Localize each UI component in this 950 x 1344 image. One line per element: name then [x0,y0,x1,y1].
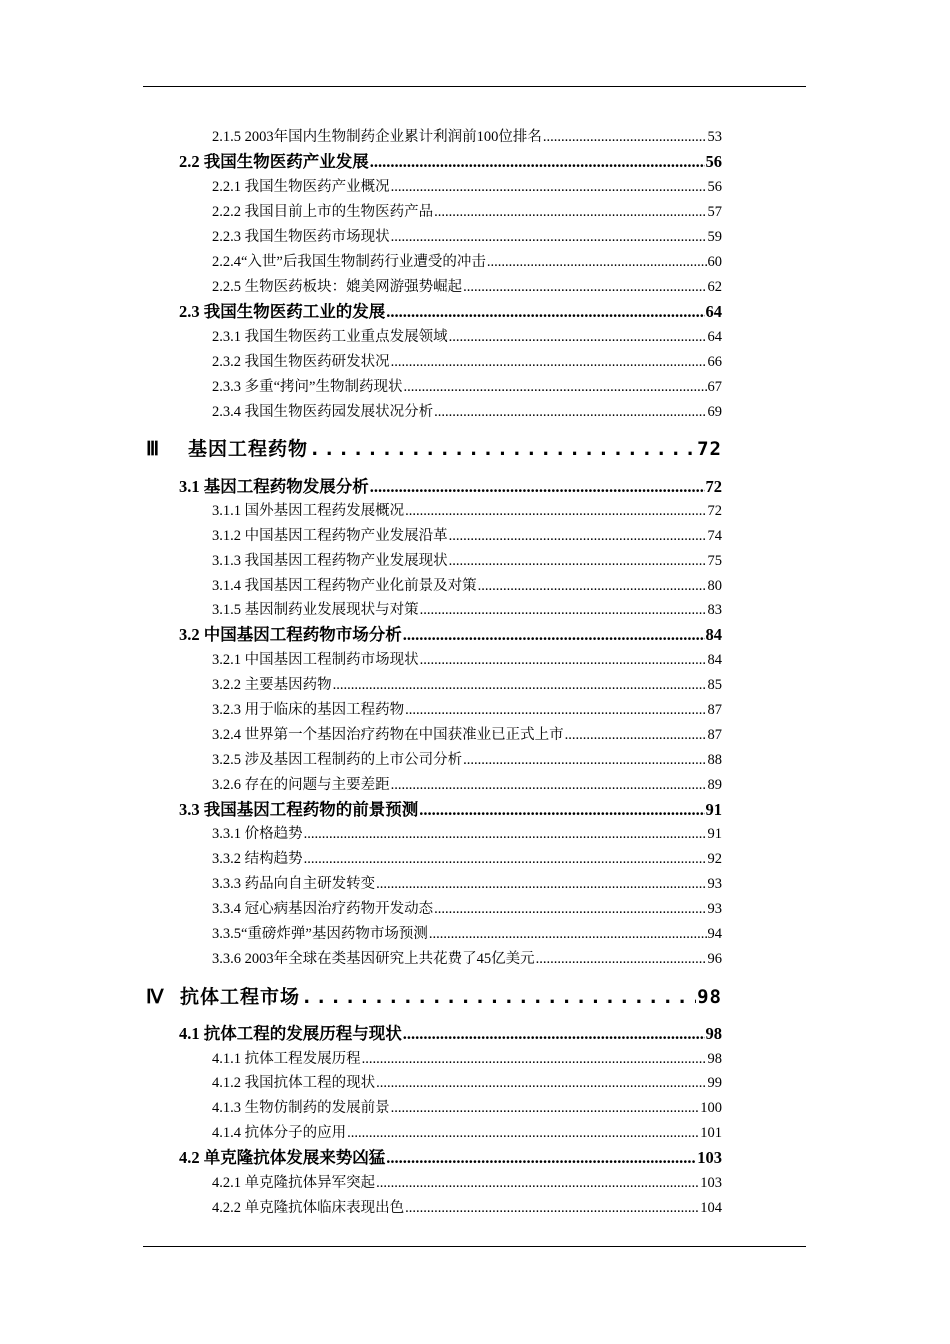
toc-entry-label: 2.3.3 多重“拷问”生物制药现状 [212,379,403,395]
toc-entry-2-3-1[interactable] [212,327,722,347]
toc-entry-label: 2.3.2 我国生物医药研发状况 [212,354,390,370]
toc-entry-label: 3.2 中国基因工程药物市场分析 [179,625,402,644]
toc-leader-dots [304,849,707,869]
toc-leader-dots [434,899,706,919]
toc-page-number: 75 [707,553,722,569]
toc-entry-label: 3.2.3 用于临床的基因工程药物 [212,702,405,718]
toc-entry-label: 4.2.2 单克隆抗体临床表现出色 [212,1200,405,1216]
toc-page-number: 69 [707,404,722,420]
toc-page-number: 101 [700,1125,722,1141]
toc-entry-label: 基因工程药物 [188,438,309,460]
toc-leader-dots [376,1173,699,1193]
toc-page-number: 93 [707,876,722,892]
toc-page-number: 72 [705,477,722,496]
toc-entry-label: 3.1.5 基因制药业发展现状与对策 [212,602,419,618]
toc-leader-dots [347,1123,699,1143]
toc-chapter-3[interactable] [146,436,722,462]
toc-entry-label: 3.3.6 2003年全球在类基因研究上共花费了45亿美元 [212,951,535,967]
toc-leader-dots [543,127,707,147]
toc-entry-2-3-4[interactable] [212,402,722,422]
toc-entry-label: 3.1.4 我国基因工程药物产业化前景及对策 [212,578,477,594]
toc-leader-dots [420,600,707,620]
toc-leader-dots [391,1098,700,1118]
toc-leader-dots [463,750,706,770]
toc-page-number: 84 [705,625,722,644]
toc-entry-2-1-5[interactable] [212,127,722,147]
toc-entry-3-2-2[interactable] [212,675,722,695]
toc-leader-dots [370,476,705,498]
toc-entry-4-1-3[interactable] [212,1098,722,1118]
toc-entry-4-2[interactable] [179,1147,722,1169]
toc-chapter-4[interactable] [146,984,722,1010]
toc-entry-3-1-1[interactable] [212,501,722,521]
toc-page-number: 60 [707,254,722,270]
toc-entry-label: 3.3.3 药品向自主研发转变 [212,876,376,892]
toc-page-number: 85 [707,677,722,693]
toc-entry-label: 4.1.1 抗体工程发展历程 [212,1051,361,1067]
toc-entry-3-3-3[interactable] [212,874,722,894]
toc-leader-dots [434,202,706,222]
toc-page-number: 100 [700,1100,722,1116]
footer-rule [143,1246,806,1247]
toc-page-number: 59 [707,229,722,245]
toc-entry-2-3-2[interactable] [212,352,722,372]
toc-entry-3-1-4[interactable] [212,576,722,596]
toc-entry-3-3-2[interactable] [212,849,722,869]
toc-leader-dots [304,824,707,844]
toc-leader-dots [309,436,696,462]
toc-entry-label: 4.2.1 单克隆抗体异军突起 [212,1175,376,1191]
toc-entry-2-2-2[interactable] [212,202,722,222]
toc-entry-3-1-5[interactable] [212,600,722,620]
toc-entry-2-2-1[interactable] [212,177,722,197]
toc-entry-3-2-6[interactable] [212,775,722,795]
toc-entry-label: 3.2.4 世界第一个基因治疗药物在中国获准业已正式上市 [212,727,564,743]
toc-entry-label: 3.1 基因工程药物发展分析 [179,477,369,496]
toc-leader-dots [386,1147,696,1169]
toc-entry-3-3[interactable] [179,799,722,821]
toc-page-number: 103 [700,1175,722,1191]
toc-leader-dots [449,551,707,571]
toc-entry-label: 2.3.4 我国生物医药园发展状况分析 [212,404,434,420]
toc-entry-2-3-3[interactable] [212,377,722,397]
toc-page-number: 87 [707,727,722,743]
toc-page-number: 98 [707,1051,722,1067]
toc-leader-dots [362,1049,707,1069]
toc-leader-dots [478,576,707,596]
toc-page-number: 94 [707,926,722,942]
toc-entry-label: 2.2 我国生物医药产业发展 [179,152,369,171]
toc-leader-dots [376,1073,706,1093]
toc-page-number: 91 [707,826,722,842]
toc-page-number: 72 [707,503,722,519]
toc-leader-dots [391,227,707,247]
toc-leader-dots [333,675,707,695]
toc-entry-4-1[interactable] [179,1023,722,1045]
toc-leader-dots [391,775,707,795]
toc-page-number: 99 [707,1075,722,1091]
toc-leader-dots [536,949,707,969]
toc-entry-label: 4.1.3 生物仿制药的发展前景 [212,1100,390,1116]
toc-leader-dots [403,624,705,646]
toc-leader-dots [405,1198,699,1218]
toc-entry-3-1[interactable] [179,476,722,498]
toc-leader-dots [301,984,696,1010]
toc-page-number: 56 [705,152,722,171]
toc-entry-label: 3.3 我国基因工程药物的前景预测 [179,800,419,819]
toc-entry-label: 2.2.1 我国生物医药产业概况 [212,179,390,195]
toc-page-number: 93 [707,901,722,917]
toc-leader-dots [487,252,707,272]
toc-entry-label: 3.2.1 中国基因工程制药市场现状 [212,652,419,668]
toc-entry-label: 3.3.5“重磅炸弹”基因药物市场预测 [212,926,428,942]
toc-entry-label: 4.1.2 我国抗体工程的现状 [212,1075,376,1091]
toc-entry-3-2-1[interactable] [212,650,722,670]
toc-page-number: 72 [697,438,722,460]
toc-entry-2-2[interactable] [179,151,722,173]
toc-entry-2-2-4[interactable] [212,252,722,272]
toc-entry-2-2-3[interactable] [212,227,722,247]
toc-entry-label: 3.1.3 我国基因工程药物产业发展现状 [212,553,448,569]
toc-leader-dots [391,177,707,197]
toc-page-number: 64 [705,302,722,321]
toc-leader-dots [449,327,707,347]
toc-leader-dots [386,301,704,323]
toc-entry-3-3-4[interactable] [212,899,722,919]
toc-entry-label: 抗体工程市场 [180,986,301,1008]
toc-leader-dots [420,650,707,670]
toc-page-number: 66 [707,354,722,370]
toc-leader-dots [404,377,707,397]
toc-page-number: 87 [707,702,722,718]
toc-entry-label: 4.2 单克隆抗体发展来势凶猛 [179,1148,386,1167]
toc-entry-label: 2.2.4“入世”后我国生物制药行业遭受的冲击 [212,254,486,270]
toc-page-number: 98 [697,986,722,1008]
toc-leader-dots [419,799,704,821]
toc-page-number: 98 [705,1024,722,1043]
chapter-numeral: Ⅳ [146,986,165,1008]
toc-leader-dots [405,700,706,720]
toc-entry-3-3-5[interactable] [212,924,722,944]
toc-entry-label: 2.2.3 我国生物医药市场现状 [212,229,390,245]
toc-leader-dots [405,501,706,521]
toc-entry-4-1-2[interactable] [212,1073,722,1093]
toc-page-number: 83 [707,602,722,618]
toc-entry-3-3-6[interactable] [212,949,722,969]
toc-page-number: 80 [707,578,722,594]
toc-leader-dots [463,277,706,297]
toc-page-number: 103 [697,1148,722,1167]
toc-entry-4-2-2[interactable] [212,1198,722,1218]
toc-entry-label: 3.1.2 中国基因工程药物产业发展沿革 [212,528,448,544]
toc-entry-label: 3.2.6 存在的问题与主要差距 [212,777,390,793]
toc-entry-label: 3.3.1 价格趋势 [212,826,303,842]
toc-entry-3-2-4[interactable] [212,725,722,745]
toc-entry-label: 4.1.4 抗体分子的应用 [212,1125,347,1141]
toc-entry-label: 3.1.1 国外基因工程药发展概况 [212,503,405,519]
toc-page-number: 92 [707,851,722,867]
toc-entry-4-2-1[interactable] [212,1173,722,1193]
toc-leader-dots [370,151,705,173]
toc-page-number: 74 [707,528,722,544]
toc-page-number: 89 [707,777,722,793]
toc-page-number: 57 [707,204,722,220]
toc-entry-label: 2.2.2 我国目前上市的生物医药产品 [212,204,434,220]
toc-entry-3-2[interactable] [179,624,722,646]
toc-entry-3-2-3[interactable] [212,700,722,720]
toc-page-number: 56 [707,179,722,195]
toc-page-number: 91 [705,800,722,819]
toc-entry-label: 2.2.5 生物医药板块：媲美网游强势崛起 [212,279,463,295]
toc-page-number: 53 [707,129,722,145]
toc-entry-label: 2.3.1 我国生物医药工业重点发展领域 [212,329,448,345]
toc-entry-label: 3.2.5 涉及基因工程制药的上市公司分析 [212,752,463,768]
toc-leader-dots [434,402,706,422]
toc-entry-2-2-5[interactable] [212,277,722,297]
toc-entry-label: 4.1 抗体工程的发展历程与现状 [179,1024,402,1043]
toc-entry-label: 3.2.2 主要基因药物 [212,677,332,693]
toc-leader-dots [449,526,707,546]
toc-entry-label: 3.3.4 冠心病基因治疗药物开发动态 [212,901,434,917]
toc-page-number: 88 [707,752,722,768]
toc-entry-3-1-2[interactable] [212,526,722,546]
toc-page-number: 84 [707,652,722,668]
toc-leader-dots [391,352,707,372]
toc-leader-dots [429,924,707,944]
toc-leader-dots [403,1023,705,1045]
toc-entry-2-3[interactable] [179,301,722,323]
toc-page-number: 67 [707,379,722,395]
toc-page-number: 62 [707,279,722,295]
chapter-numeral: Ⅲ [146,438,161,460]
toc-entry-4-1-4[interactable] [212,1123,722,1143]
toc-page-number: 96 [707,951,722,967]
toc-entry-label: 3.3.2 结构趋势 [212,851,303,867]
toc-leader-dots [376,874,706,894]
toc-leader-dots [565,725,707,745]
toc-entry-3-1-3[interactable] [212,551,722,571]
toc-entry-3-2-5[interactable] [212,750,722,770]
toc-entry-4-1-1[interactable] [212,1049,722,1069]
toc-entry-label: 2.3 我国生物医药工业的发展 [179,302,386,321]
toc-page-number: 64 [707,329,722,345]
toc-entry-3-3-1[interactable] [212,824,722,844]
toc-page-number: 104 [700,1200,722,1216]
toc-entry-label: 2.1.5 2003年国内生物制药企业累计利润前100位排名 [212,129,542,145]
